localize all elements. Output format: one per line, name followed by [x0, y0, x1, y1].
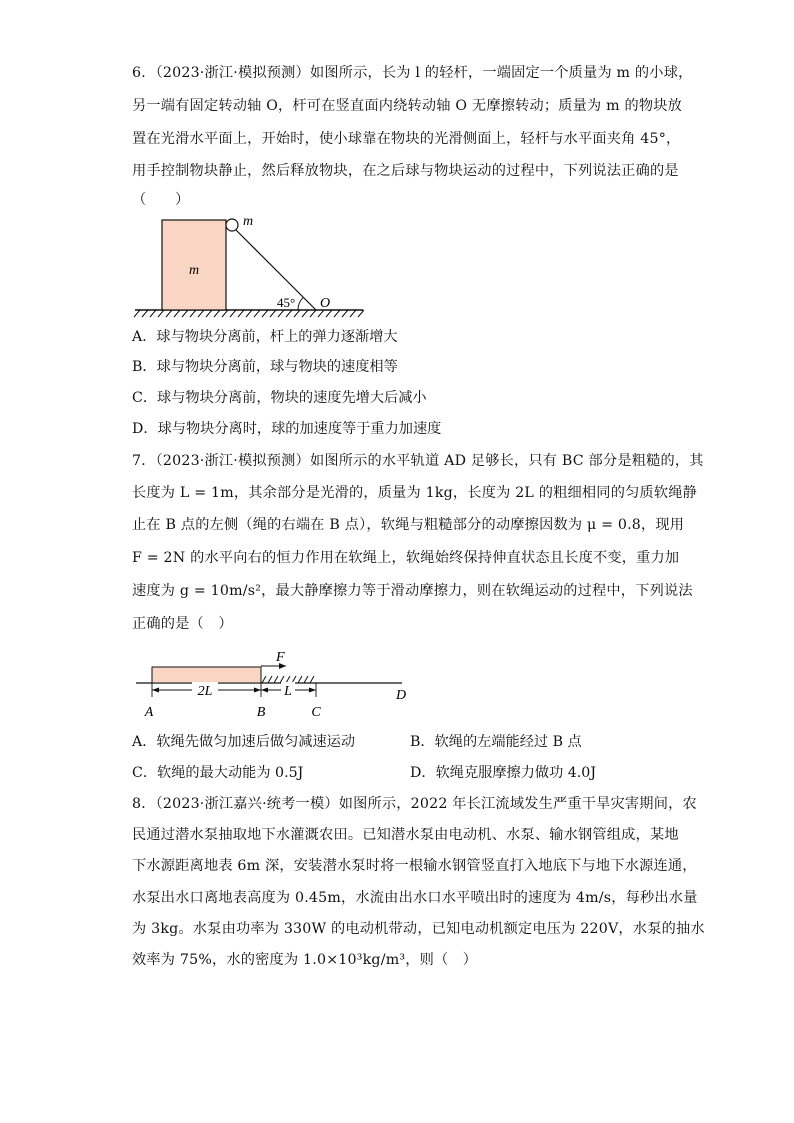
pivot-label: O	[320, 296, 331, 311]
q7-line-5: 速度为 g = 10m/s²，最大静摩擦力等于滑动摩擦力，则在软绳运动的过程中，下列说法	[132, 583, 693, 599]
q6-figure	[130, 210, 370, 325]
q8-line-3: 下水源距离地表 6m 深，安装潜水泵时将一根输水钢管竖直打入地底下与地下水源连通，	[132, 858, 697, 874]
rod	[236, 230, 316, 310]
q7-option-a: A．软绳先做匀加速后做匀减速运动	[132, 734, 356, 750]
q6-line-3: 置在光滑水平面上，开始时，使小球靠在物块的光滑侧面上，轻杆与水平面夹角 45°，	[132, 131, 681, 147]
rough-hatching	[262, 676, 314, 683]
q6-option-b: B．球与物块分离前，球与物块的速度相等	[132, 359, 398, 375]
point-d: D	[395, 688, 407, 703]
rope-len-label: 2L	[197, 684, 213, 699]
q6-option-d: D．球与物块分离时，球的加速度等于重力加速度	[132, 421, 442, 437]
q6-line-2: 另一端有固定转动轴 O，杆可在竖直面内绕转动轴 O 无摩擦转动；质量为 m 的物块放	[132, 98, 683, 114]
ball-label: m	[243, 214, 254, 229]
point-a: A	[144, 705, 154, 720]
q7-line-4: F = 2N 的水平向右的恒力作用在软绳上，软绳始终保持伸直状态且长度不变，重力加	[132, 550, 680, 566]
q7-line-3: 止在 B 点的左侧（绳的右端在 B 点），软绳与粗糙部分的动摩擦因数为 μ = 0.8，现用	[132, 517, 685, 533]
q8-line-5: 为 3kg。水泵由功率为 330W 的电动机带动，已知电动机额定电压为 220V，水泵的抽水	[132, 921, 705, 937]
q8-line-6: 效率为 75%，水的密度为 1.0×10³kg/m³，则（ ）	[132, 952, 478, 968]
q7-line-6: 正确的是（ ）	[132, 616, 233, 632]
q7-line-2: 长度为 L = 1m，其余部分是光滑的，质量为 1kg，长度为 2L 的粗细相同的匀质软绳静	[132, 485, 698, 501]
q8-line-2: 民通过潜水泵抽取地下水灌溉农田。已知潜水泵由电动机、水泵、输水钢管组成，某地	[132, 827, 679, 843]
q6-line-1: 6．（2023·浙江·模拟预测）如图所示，长为 l 的轻杆，一端固定一个质量为 m 的小球，	[132, 65, 693, 81]
point-c: C	[311, 705, 321, 720]
soft-rope	[152, 667, 261, 683]
q6-option-c: C．球与物块分离前，物块的速度先增大后减小	[132, 390, 427, 406]
angle-arc	[298, 297, 303, 310]
q6-line-5: （ ）	[132, 192, 190, 208]
q7-option-b: B．软绳的左端能经过 B 点	[410, 734, 582, 750]
ball	[226, 219, 238, 231]
block-label: m	[188, 263, 200, 278]
ground-hatching	[134, 310, 364, 317]
q6-line-4: 用手控制物块静止，然后释放物块，在之后球与物块运动的过程中，下列说法正确的是	[132, 163, 679, 179]
force-label: F	[276, 650, 285, 665]
rough-len-label: L	[284, 684, 292, 699]
angle-label: 45°	[277, 295, 296, 310]
q7-option-c: C．软绳的最大动能为 0.5J	[132, 765, 304, 781]
q6-option-a: A．球与物块分离前，杆上的弹力逐渐增大	[132, 329, 398, 345]
q7-option-d: D．软绳克服摩擦力做功 4.0J	[410, 765, 597, 781]
q7-line-1: 7．（2023·浙江·模拟预测）如图所示的水平轨道 AD 足够长，只有 BC 部分是粗糙的，其	[132, 453, 704, 469]
q8-line-1: 8．（2023·浙江嘉兴·统考一模）如图所示，2022 年长江流域发生严重干旱灾害期间，农	[132, 796, 697, 812]
q8-line-4: 水泵出水口离地表高度为 0.45m，水流由出水口水平喷出时的速度为 4m/s，每秒出水量	[132, 890, 698, 906]
q7-figure	[130, 645, 420, 723]
point-b: B	[256, 705, 266, 720]
